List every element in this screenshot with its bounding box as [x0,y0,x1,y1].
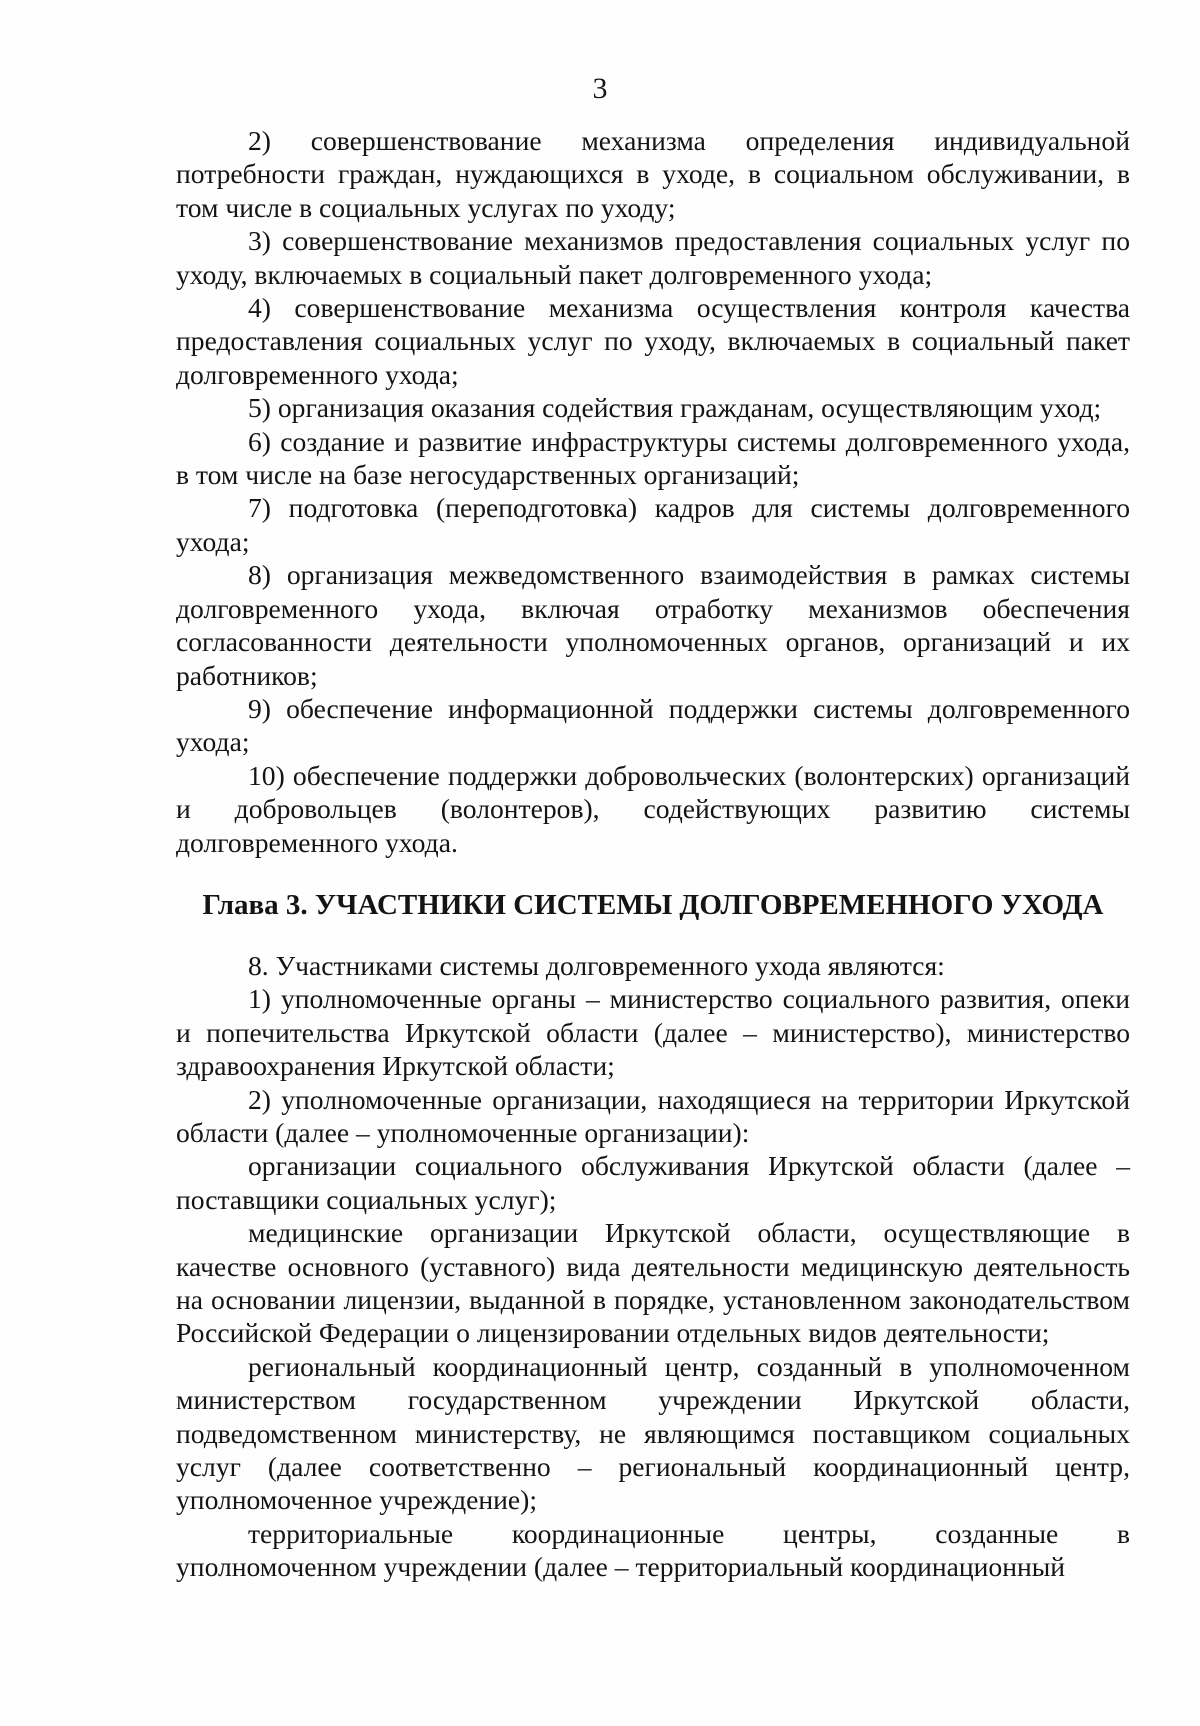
page-number: 3 [592,72,608,105]
paragraph-item-9: 9) обеспечение информационной поддержки системы долговременного ухода; [176,692,1130,758]
paragraph-territorial-coordination-centers: территориальные координационные центры, созданные в уполномоченном учреждении (далее – территориальный координационный [176,1517,1130,1583]
paragraph-item-2: 2) совершенствование механизма определения индивидуальной потребности граждан, нуждающихся в уходе, в социальном обслуживании, в том числе в социальных услугах по уходу; [176,125,1130,223]
paragraph-regional-coordination-center: региональный координационный центр, созданный в уполномоченном министерством государственном учреждении Иркутской области, подведомственном министерству, не являющимся поставщиком социальных услуг (далее соответственно – региональный координационный центр, уполномоченное учреждение); [176,1350,1130,1516]
paragraph-social-service-providers: организации социального обслуживания Иркутской области (далее – поставщики социальных услуг); [176,1150,1130,1215]
paragraph-medical-organizations: медицинские организации Иркутской области, осуществляющие в качестве основного (уставного) вида деятельности медицинскую деятельность на основании лицензии, выданной в порядке, установленном законодательством Российской Федерации о лицензировании отдельных видов деятельности; [176,1217,1130,1349]
paragraph-item-7: 7) подготовка (переподготовка) кадров для системы долговременного ухода; [176,492,1130,557]
document-body [176,124,1130,1584]
paragraph-item-3: 3) совершенствование механизмов предоставления социальных услуг по уходу, включаемых в социальный пакет долговременного ухода; [176,225,1130,290]
chapter-heading: Глава 3. УЧАСТНИКИ СИСТЕМЫ ДОЛГОВРЕМЕННОГО УХОДА [202,888,1104,921]
paragraph-item-5: 5) организация оказания содействия гражданам, осуществляющим уход; [248,392,1102,424]
paragraph-item-10: 10) обеспечение поддержки добровольческих (волонтерских) организаций и добровольцев (волонтеров), содействующих развитию системы долговременного ухода. [176,759,1130,858]
paragraph-authorized-bodies: 1) уполномоченные органы – министерство социального развития, опеки и попечительства Иркутской области (далее – министерство), министерство здравоохранения Иркутской области; [176,983,1130,1082]
paragraph-item-8: 8) организация межведомственного взаимодействия в рамках системы долговременного ухода, включая отработку механизмов обеспечения согласованности деятельности уполномоченных органов, организаций и их работников; [176,559,1130,691]
paragraph-item-4: 4) совершенствование механизма осуществления контроля качества предоставления социальных услуг по уходу, включаемых в социальный пакет долговременного ухода; [176,292,1130,390]
paragraph-item-6: 6) создание и развитие инфраструктуры системы долговременного ухода, в том числе на базе негосударственных организаций; [176,425,1130,491]
paragraph-section-8-intro: 8. Участниками системы долговременного ухода являются: [248,949,945,981]
paragraph-authorized-organizations: 2) уполномоченные организации, находящиеся на территории Иркутской области (далее – уполномоченные организации): [176,1083,1130,1148]
